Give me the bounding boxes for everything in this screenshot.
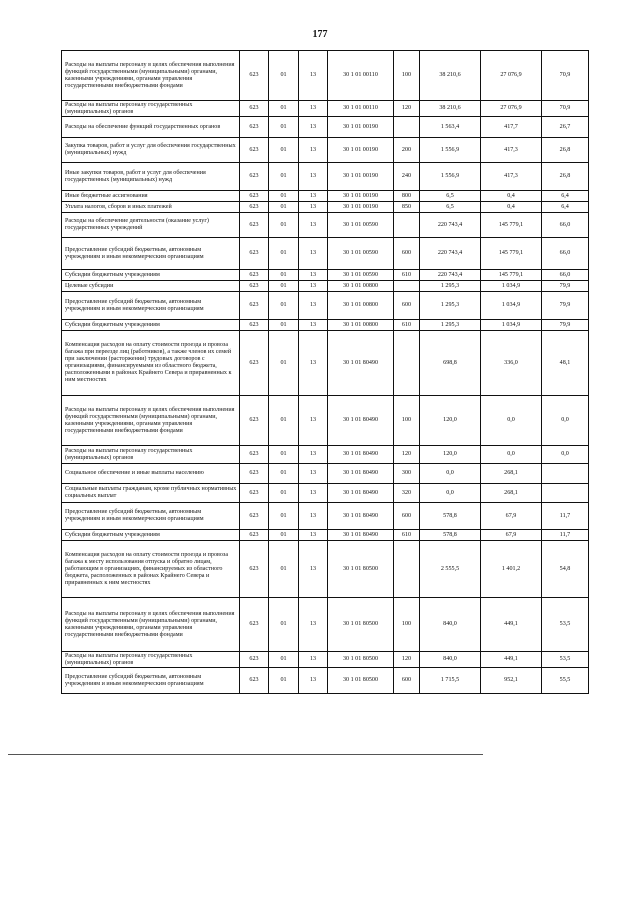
executed-amount: 336,0 <box>481 331 542 396</box>
execution-percent: 66,0 <box>542 270 589 281</box>
row-name: Расходы на выплаты персоналу государственных (муниципальных) органов <box>62 652 240 668</box>
target-article-code: 30 1 01 00190 <box>328 138 394 163</box>
ved-code: 623 <box>240 598 269 652</box>
ved-code: 623 <box>240 163 269 191</box>
page-number: 177 <box>312 29 328 40</box>
target-article-code: 30 1 01 80490 <box>328 331 394 396</box>
expense-type-code: 240 <box>394 163 420 191</box>
executed-amount: 0,4 <box>481 191 542 202</box>
target-article-code: 30 1 01 00800 <box>328 320 394 331</box>
row-name: Компенсация расходов на оплату стоимости проезда и провоза багажа к месту использования отпуска и обратно лицам, работающим в организациях, финансируемых из областного бюджета, расположенных в районах Крайнего Севера и приравненных к ним местностях <box>62 541 240 598</box>
subsection-code: 13 <box>299 320 328 331</box>
expense-type-code: 120 <box>394 101 420 117</box>
subsection-code: 13 <box>299 202 328 213</box>
table-row <box>62 668 589 694</box>
table-row <box>62 464 589 484</box>
execution-percent: 79,9 <box>542 320 589 331</box>
expense-type-code <box>394 331 420 396</box>
planned-amount: 578,8 <box>420 530 481 541</box>
table-row <box>62 446 589 464</box>
table-row <box>62 213 589 238</box>
expense-type-code <box>394 541 420 598</box>
row-name: Закупка товаров, работ и услуг для обеспечения государственных (муниципальных) нужд <box>62 138 240 163</box>
expense-type-code: 320 <box>394 484 420 503</box>
executed-amount: 27 076,9 <box>481 51 542 101</box>
section-code: 01 <box>269 292 299 320</box>
row-name: Уплата налогов, сборов и иных платежей <box>62 202 240 213</box>
execution-percent: 11,7 <box>542 503 589 530</box>
subsection-code: 13 <box>299 541 328 598</box>
expense-type-code: 600 <box>394 668 420 694</box>
section-code: 01 <box>269 320 299 331</box>
subsection-code: 13 <box>299 292 328 320</box>
executed-amount: 952,1 <box>481 668 542 694</box>
table-row <box>62 51 589 101</box>
executed-amount: 1 034,9 <box>481 292 542 320</box>
table-row <box>62 202 589 213</box>
row-name: Предоставление субсидий бюджетным, автономным учреждениям и иным некоммерческим организациям <box>62 238 240 270</box>
planned-amount: 840,0 <box>420 598 481 652</box>
planned-amount: 0,0 <box>420 464 481 484</box>
section-code: 01 <box>269 138 299 163</box>
section-code: 01 <box>269 530 299 541</box>
row-name: Расходы на выплаты персоналу в целях обеспечения выполнения функций государственными (муниципальными) органами, казенными учреждениями, органами управления государственными внебюджетными фондами <box>62 51 240 101</box>
ved-code: 623 <box>240 464 269 484</box>
subsection-code: 13 <box>299 396 328 446</box>
expense-type-code <box>394 213 420 238</box>
expense-type-code: 610 <box>394 530 420 541</box>
target-article-code: 30 1 01 80490 <box>328 530 394 541</box>
executed-amount: 145 779,1 <box>481 270 542 281</box>
planned-amount: 120,0 <box>420 446 481 464</box>
row-name: Компенсация расходов на оплату стоимости проезда и провоза багажа при переезде лиц (работников), а также членов их семей при заключении (расторжении) трудовых договоров с организациями, финансируемыми из областного бюджета, расположенными в районах Крайнего Севера и приравненных к ним местностях <box>62 331 240 396</box>
row-name: Субсидии бюджетным учреждениям <box>62 320 240 331</box>
planned-amount: 1 715,5 <box>420 668 481 694</box>
section-code: 01 <box>269 213 299 238</box>
table-row <box>62 281 589 292</box>
table-row <box>62 292 589 320</box>
planned-amount: 38 210,6 <box>420 51 481 101</box>
executed-amount: 449,1 <box>481 598 542 652</box>
subsection-code: 13 <box>299 117 328 138</box>
executed-amount: 268,1 <box>481 484 542 503</box>
target-article-code: 30 1 01 80500 <box>328 652 394 668</box>
ved-code: 623 <box>240 652 269 668</box>
ved-code: 623 <box>240 117 269 138</box>
expense-type-code <box>394 117 420 138</box>
ved-code: 623 <box>240 238 269 270</box>
expense-type-code: 600 <box>394 292 420 320</box>
execution-percent: 53,5 <box>542 598 589 652</box>
table-row <box>62 331 589 396</box>
planned-amount: 6,5 <box>420 191 481 202</box>
planned-amount: 38 210,6 <box>420 101 481 117</box>
planned-amount: 220 743,4 <box>420 213 481 238</box>
subsection-code: 13 <box>299 281 328 292</box>
ved-code: 623 <box>240 281 269 292</box>
section-code: 01 <box>269 484 299 503</box>
executed-amount: 1 034,9 <box>481 281 542 292</box>
planned-amount: 2 555,5 <box>420 541 481 598</box>
executed-amount: 417,3 <box>481 138 542 163</box>
target-article-code: 30 1 01 00110 <box>328 51 394 101</box>
execution-percent: 79,9 <box>542 281 589 292</box>
subsection-code: 13 <box>299 270 328 281</box>
subsection-code: 13 <box>299 598 328 652</box>
section-code: 01 <box>269 446 299 464</box>
target-article-code: 30 1 01 00190 <box>328 117 394 138</box>
expense-type-code: 100 <box>394 396 420 446</box>
subsection-code: 13 <box>299 530 328 541</box>
executed-amount: 1 401,2 <box>481 541 542 598</box>
target-article-code: 30 1 01 00110 <box>328 101 394 117</box>
ved-code: 623 <box>240 191 269 202</box>
table-row <box>62 598 589 652</box>
table-row <box>62 238 589 270</box>
target-article-code: 30 1 01 80490 <box>328 396 394 446</box>
section-code: 01 <box>269 202 299 213</box>
row-name: Расходы на выплаты персоналу государственных (муниципальных) органов <box>62 446 240 464</box>
planned-amount: 220 743,4 <box>420 238 481 270</box>
subsection-code: 13 <box>299 191 328 202</box>
execution-percent: 54,8 <box>542 541 589 598</box>
target-article-code: 30 1 01 80490 <box>328 484 394 503</box>
expense-type-code: 800 <box>394 191 420 202</box>
row-name: Расходы на выплаты персоналу государственных (муниципальных) органов <box>62 101 240 117</box>
section-code: 01 <box>269 270 299 281</box>
table-row <box>62 396 589 446</box>
subsection-code: 13 <box>299 446 328 464</box>
executed-amount: 27 076,9 <box>481 101 542 117</box>
planned-amount: 698,8 <box>420 331 481 396</box>
table-row <box>62 503 589 530</box>
subsection-code: 13 <box>299 484 328 503</box>
target-article-code: 30 1 01 00590 <box>328 213 394 238</box>
subsection-code: 13 <box>299 101 328 117</box>
planned-amount: 1 556,9 <box>420 163 481 191</box>
expense-type-code: 120 <box>394 446 420 464</box>
execution-percent: 26,8 <box>542 138 589 163</box>
executed-amount: 145 779,1 <box>481 238 542 270</box>
ved-code: 623 <box>240 270 269 281</box>
execution-percent: 6,4 <box>542 202 589 213</box>
row-name: Иные бюджетные ассигнования <box>62 191 240 202</box>
execution-percent: 26,7 <box>542 117 589 138</box>
subsection-code: 13 <box>299 503 328 530</box>
execution-percent: 0,0 <box>542 396 589 446</box>
planned-amount: 840,0 <box>420 652 481 668</box>
subsection-code: 13 <box>299 138 328 163</box>
subsection-code: 13 <box>299 238 328 270</box>
row-name: Субсидии бюджетным учреждениям <box>62 270 240 281</box>
row-name: Социальное обеспечение и иные выплаты населению <box>62 464 240 484</box>
table-row <box>62 652 589 668</box>
table-row <box>62 530 589 541</box>
executed-amount: 417,3 <box>481 163 542 191</box>
subsection-code: 13 <box>299 668 328 694</box>
execution-percent: 70,9 <box>542 101 589 117</box>
ved-code: 623 <box>240 292 269 320</box>
row-name: Расходы на выплаты персоналу в целях обеспечения выполнения функций государственными (муниципальными) органами, казенными учреждениями, органами управления государственными внебюджетными фондами <box>62 396 240 446</box>
expense-type-code: 100 <box>394 598 420 652</box>
ved-code: 623 <box>240 484 269 503</box>
row-name: Предоставление субсидий бюджетным, автономным учреждениям и иным некоммерческим организациям <box>62 292 240 320</box>
section-code: 01 <box>269 101 299 117</box>
section-code: 01 <box>269 503 299 530</box>
executed-amount: 67,9 <box>481 530 542 541</box>
row-name: Социальные выплаты гражданам, кроме публичных нормативных социальных выплат <box>62 484 240 503</box>
table-row <box>62 101 589 117</box>
ved-code: 623 <box>240 668 269 694</box>
target-article-code: 30 1 01 00190 <box>328 191 394 202</box>
target-article-code: 30 1 01 80490 <box>328 464 394 484</box>
planned-amount: 1 295,3 <box>420 292 481 320</box>
ved-code: 623 <box>240 503 269 530</box>
target-article-code: 30 1 01 00800 <box>328 281 394 292</box>
execution-percent: 66,0 <box>542 238 589 270</box>
execution-percent: 66,0 <box>542 213 589 238</box>
planned-amount: 120,0 <box>420 396 481 446</box>
ved-code: 623 <box>240 101 269 117</box>
planned-amount: 1 295,3 <box>420 281 481 292</box>
expense-type-code: 610 <box>394 270 420 281</box>
executed-amount: 1 034,9 <box>481 320 542 331</box>
subsection-code: 13 <box>299 464 328 484</box>
subsection-code: 13 <box>299 331 328 396</box>
row-name: Предоставление субсидий бюджетным, автономным учреждениям и иным некоммерческим организациям <box>62 668 240 694</box>
execution-percent: 55,5 <box>542 668 589 694</box>
execution-percent <box>542 484 589 503</box>
executed-amount: 268,1 <box>481 464 542 484</box>
target-article-code: 30 1 01 00190 <box>328 163 394 191</box>
row-name: Расходы на обеспечение деятельности (оказание услуг) государственных учреждений <box>62 213 240 238</box>
row-name: Предоставление субсидий бюджетным, автономным учреждениям и иным некоммерческим организациям <box>62 503 240 530</box>
execution-percent: 48,1 <box>542 331 589 396</box>
section-code: 01 <box>269 191 299 202</box>
row-name: Расходы на обеспечение функций государственных органов <box>62 117 240 138</box>
executed-amount: 0,0 <box>481 446 542 464</box>
table-row <box>62 484 589 503</box>
planned-amount: 220 743,4 <box>420 270 481 281</box>
ved-code: 623 <box>240 320 269 331</box>
target-article-code: 30 1 01 80500 <box>328 668 394 694</box>
section-code: 01 <box>269 541 299 598</box>
expense-type-code <box>394 281 420 292</box>
section-code: 01 <box>269 598 299 652</box>
ved-code: 623 <box>240 202 269 213</box>
planned-amount: 1 295,3 <box>420 320 481 331</box>
target-article-code: 30 1 01 80500 <box>328 598 394 652</box>
ved-code: 623 <box>240 331 269 396</box>
expense-type-code: 610 <box>394 320 420 331</box>
footer-rule <box>8 754 483 755</box>
expense-type-code: 120 <box>394 652 420 668</box>
expense-type-code: 100 <box>394 51 420 101</box>
section-code: 01 <box>269 51 299 101</box>
executed-amount: 0,4 <box>481 202 542 213</box>
execution-percent: 70,9 <box>542 51 589 101</box>
budget-table <box>61 50 589 694</box>
subsection-code: 13 <box>299 163 328 191</box>
table-row <box>62 191 589 202</box>
execution-percent: 0,0 <box>542 446 589 464</box>
execution-percent: 6,4 <box>542 191 589 202</box>
planned-amount: 1 563,4 <box>420 117 481 138</box>
section-code: 01 <box>269 331 299 396</box>
target-article-code: 30 1 01 00190 <box>328 202 394 213</box>
expense-type-code: 200 <box>394 138 420 163</box>
expense-type-code: 300 <box>394 464 420 484</box>
table-row <box>62 117 589 138</box>
table-row <box>62 541 589 598</box>
section-code: 01 <box>269 281 299 292</box>
subsection-code: 13 <box>299 51 328 101</box>
expense-type-code: 850 <box>394 202 420 213</box>
execution-percent <box>542 464 589 484</box>
executed-amount: 145 779,1 <box>481 213 542 238</box>
executed-amount: 0,0 <box>481 396 542 446</box>
target-article-code: 30 1 01 80490 <box>328 503 394 530</box>
section-code: 01 <box>269 464 299 484</box>
table-row <box>62 138 589 163</box>
row-name: Расходы на выплаты персоналу в целях обеспечения выполнения функций государственными (муниципальными) органами, казенными учреждениями, органами управления государственными внебюджетными фондами <box>62 598 240 652</box>
subsection-code: 13 <box>299 652 328 668</box>
ved-code: 623 <box>240 138 269 163</box>
execution-percent: 11,7 <box>542 530 589 541</box>
ved-code: 623 <box>240 530 269 541</box>
table-row <box>62 270 589 281</box>
execution-percent: 26,8 <box>542 163 589 191</box>
expense-type-code: 600 <box>394 503 420 530</box>
planned-amount: 578,8 <box>420 503 481 530</box>
ved-code: 623 <box>240 541 269 598</box>
executed-amount: 417,7 <box>481 117 542 138</box>
execution-percent: 53,5 <box>542 652 589 668</box>
table-row <box>62 163 589 191</box>
budget-rows <box>62 51 589 694</box>
executed-amount: 449,1 <box>481 652 542 668</box>
ved-code: 623 <box>240 51 269 101</box>
ved-code: 623 <box>240 446 269 464</box>
target-article-code: 30 1 01 80490 <box>328 446 394 464</box>
ved-code: 623 <box>240 213 269 238</box>
row-name: Субсидии бюджетным учреждениям <box>62 530 240 541</box>
section-code: 01 <box>269 117 299 138</box>
execution-percent: 79,9 <box>542 292 589 320</box>
target-article-code: 30 1 01 00590 <box>328 238 394 270</box>
planned-amount: 1 556,9 <box>420 138 481 163</box>
row-name: Иные закупки товаров, работ и услуг для обеспечения государственных (муниципальных) нужд <box>62 163 240 191</box>
subsection-code: 13 <box>299 213 328 238</box>
section-code: 01 <box>269 668 299 694</box>
ved-code: 623 <box>240 396 269 446</box>
planned-amount: 6,5 <box>420 202 481 213</box>
section-code: 01 <box>269 238 299 270</box>
section-code: 01 <box>269 163 299 191</box>
executed-amount: 67,9 <box>481 503 542 530</box>
row-name: Целевые субсидии <box>62 281 240 292</box>
target-article-code: 30 1 01 00800 <box>328 292 394 320</box>
section-code: 01 <box>269 396 299 446</box>
section-code: 01 <box>269 652 299 668</box>
target-article-code: 30 1 01 00590 <box>328 270 394 281</box>
target-article-code: 30 1 01 80500 <box>328 541 394 598</box>
table-row <box>62 320 589 331</box>
planned-amount: 0,0 <box>420 484 481 503</box>
expense-type-code: 600 <box>394 238 420 270</box>
